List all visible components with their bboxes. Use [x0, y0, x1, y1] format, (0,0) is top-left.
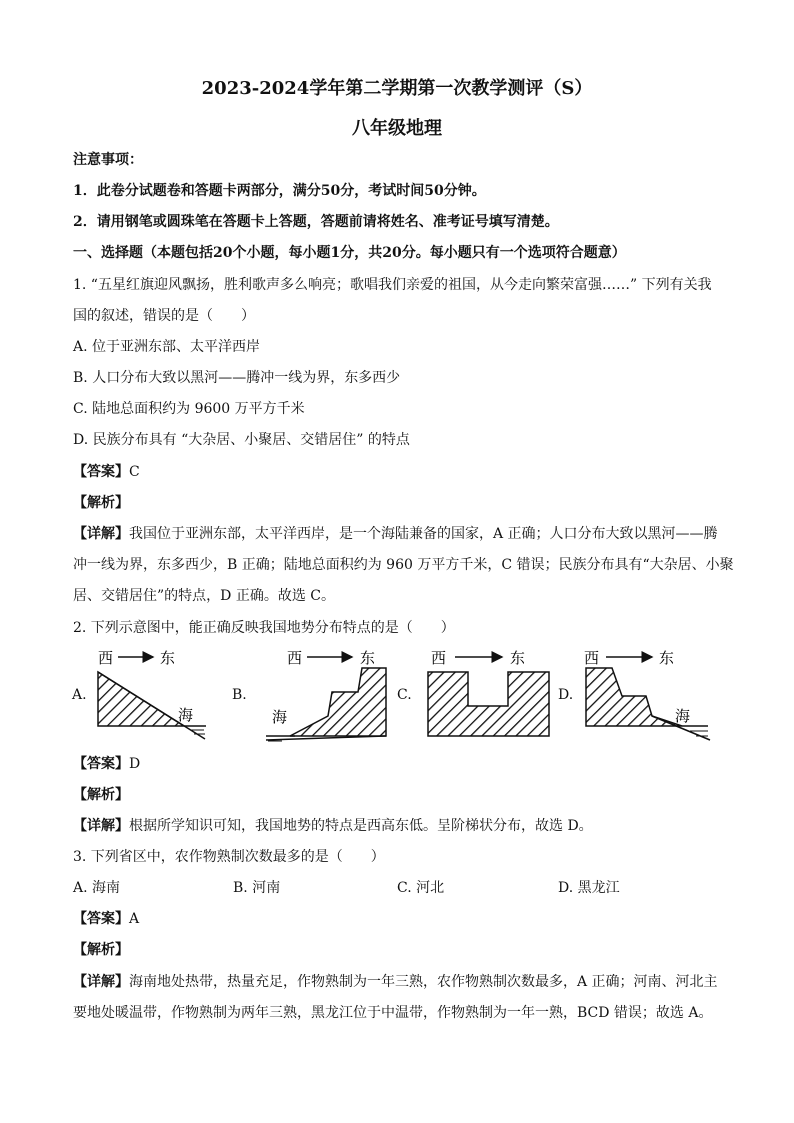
detail-text: 海南地处热带，热量充足，作物熟制为一年三熟，农作物熟制次数最多，A 正确；河南、河北主	[129, 974, 718, 990]
q1-option-c: C. 陆地总面积约为 9600 万平方千米	[73, 401, 305, 417]
answer-value: A	[129, 911, 140, 927]
terrain-figures	[0, 640, 794, 750]
notice-item-2: 2．请用钢笔或圆珠笔在答题卡上答题，答题前请将姓名、准考证号填写清楚。	[73, 214, 559, 230]
figure-c	[428, 649, 549, 736]
q1-detail-line1	[73, 524, 723, 544]
q1-option-b: B. 人口分布大致以黑河——腾冲一线为界，东多西少	[73, 370, 401, 386]
detail-tag: 【详解】	[73, 974, 129, 990]
east-label: 东	[160, 649, 176, 667]
q1-stem-line2: 国的叙述，错误的是（ ）	[73, 308, 255, 324]
q3-detail-line1	[73, 972, 723, 992]
q3-option-b: B. 河南	[233, 880, 281, 896]
figure-d	[584, 649, 710, 740]
answer-tag: 【答案】	[73, 756, 129, 772]
q2-detail-line1	[73, 816, 723, 836]
figure-c-label: C.	[397, 687, 412, 703]
section-heading: 一、选择题（本题包括20个小题，每小题1分，共20分。每小题只有一个选项符合题意）	[73, 245, 626, 261]
notice-heading: 注意事项：	[73, 152, 143, 168]
detail-text: 我国位于亚洲东部，太平洋西岸，是一个海陆兼备的国家，A 正确；人口分布大致以黑河——腾	[129, 526, 718, 542]
notice-item-1: 1．此卷分试题卷和答题卡两部分，满分50分，考试时间50分钟。	[73, 183, 486, 199]
q3-detail-line2: 要地处暖温带，作物熟制为两年三熟，黑龙江位于中温带，作物熟制为一年一熟，BCD 错误；故选 A。	[73, 1005, 713, 1021]
west-label: 西	[431, 649, 447, 667]
answer-tag: 【答案】	[73, 911, 129, 927]
west-label: 西	[287, 649, 303, 667]
q1-detail-line2: 冲一线为界，东多西少，B 正确；陆地总面积约为 960 万平方千米，C 错误；民族分布具有“大杂居、小聚	[73, 557, 734, 573]
east-label: 东	[659, 649, 675, 667]
figure-b-label: B.	[232, 687, 247, 703]
q2-stem: 2. 下列示意图中，能正确反映我国地势分布特点的是（ ）	[73, 620, 455, 636]
figure-a	[98, 649, 206, 739]
q3-analysis-tag: 【解析】	[73, 942, 129, 958]
q3-answer	[73, 909, 723, 929]
sea-label: 海	[675, 707, 691, 725]
answer-value: C	[129, 464, 140, 480]
q1-answer	[73, 462, 723, 482]
q3-option-c: C. 河北	[397, 880, 445, 896]
east-label: 东	[360, 649, 376, 667]
detail-tag: 【详解】	[73, 818, 129, 834]
q3-stem: 3. 下列省区中，农作物熟制次数最多的是（ ）	[73, 849, 385, 865]
q1-option-d: D. 民族分布具有 “大杂居、小聚居、交错居住” 的特点	[73, 432, 410, 448]
page-subtitle: 八年级地理	[352, 118, 442, 139]
q2-answer	[73, 754, 723, 774]
east-label: 东	[510, 649, 526, 667]
detail-tag: 【详解】	[73, 526, 129, 542]
figure-d-label: D.	[558, 687, 574, 703]
q1-stem-line1: 1. “五星红旗迎风飘扬，胜利歌声多么响亮；歌唱我们亲爱的祖国，从今走向繁荣富强……” 下列有关我	[73, 277, 712, 293]
q2-analysis-tag: 【解析】	[73, 787, 129, 803]
q1-analysis-tag: 【解析】	[73, 495, 129, 511]
page-title: 2023-2024学年第二学期第一次教学测评（S）	[201, 78, 593, 99]
q1-detail-line3: 居、交错居住”的特点，D 正确。故选 C。	[73, 588, 335, 604]
sea-label: 海	[178, 706, 194, 724]
q1-option-a: A. 位于亚洲东部、太平洋西岸	[73, 339, 261, 355]
answer-value: D	[129, 756, 141, 772]
sea-label: 海	[272, 708, 288, 726]
figure-b	[266, 649, 386, 741]
answer-tag: 【答案】	[73, 464, 129, 480]
q3-option-d: D. 黑龙江	[558, 880, 620, 896]
figure-a-label: A.	[72, 687, 87, 703]
west-label: 西	[98, 649, 114, 667]
detail-text: 根据所学知识可知，我国地势的特点是西高东低。呈阶梯状分布，故选 D。	[129, 818, 593, 834]
west-label: 西	[584, 649, 600, 667]
q3-option-a: A. 海南	[73, 880, 121, 896]
